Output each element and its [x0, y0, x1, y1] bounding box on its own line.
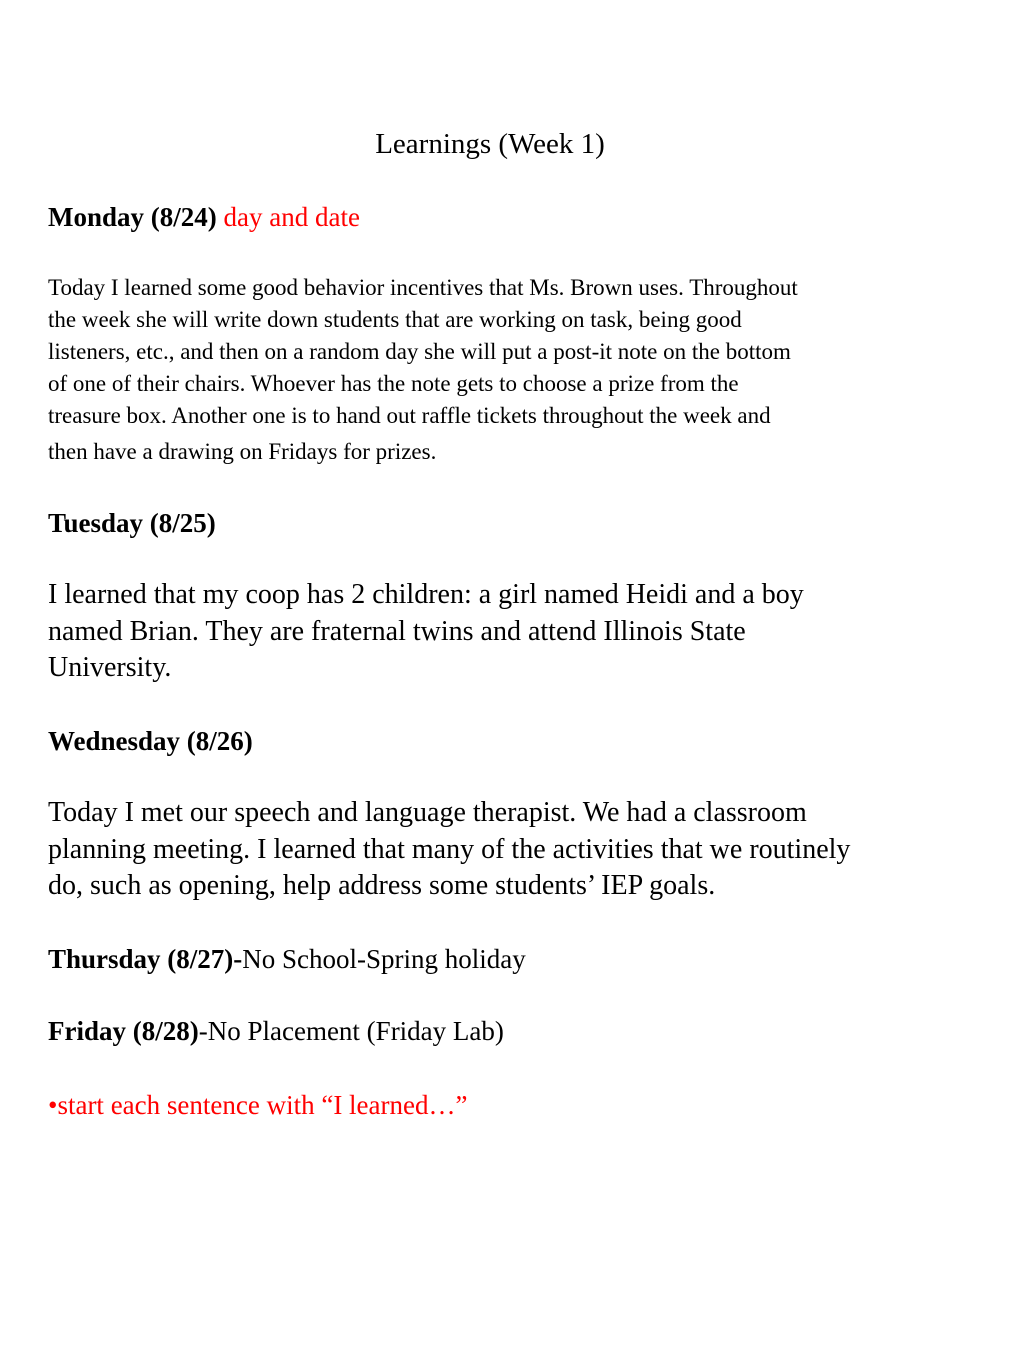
- monday-line: listeners, etc., and then on a random day she will put a post-it note on the bottom: [48, 339, 791, 364]
- monday-line: the week she will write down students that are working on task, being good: [48, 307, 742, 332]
- thursday-text: No School-Spring holiday: [242, 944, 526, 974]
- monday-heading: Monday (8/24): [48, 202, 217, 232]
- tuesday-line: named Brian. They are fraternal twins and attend Illinois State: [48, 615, 746, 647]
- tuesday-line: I learned that my coop has 2 children: a girl named Heidi and a boy: [48, 579, 804, 610]
- monday-line: treasure box. Another one is to hand out raffle tickets throughout the week and: [48, 403, 771, 428]
- monday-heading-row: [48, 200, 948, 234]
- monday-paragraph: [48, 272, 948, 468]
- wednesday-line: Today I met our speech and language therapist. We had a classroom: [48, 797, 807, 828]
- wednesday-line: planning meeting. I learned that many of the activities that we routinely: [48, 833, 851, 865]
- reminder-note: •start each sentence with “I learned…”: [48, 1090, 468, 1120]
- monday-line: then have a drawing on Fridays for prizes.: [48, 439, 437, 464]
- tuesday-paragraph: [48, 577, 948, 687]
- friday-text: -No Placement (Friday Lab): [198, 1016, 504, 1046]
- monday-line: of one of their chairs. Whoever has the note gets to choose a prize from the: [48, 371, 739, 396]
- wednesday-paragraph: [48, 795, 948, 905]
- page-title: Learnings (Week 1): [375, 128, 605, 160]
- tuesday-line: University.: [48, 652, 172, 683]
- thursday-heading: Thursday (8/27)-: [48, 944, 243, 974]
- monday-note: day and date: [223, 202, 360, 232]
- wednesday-heading: Wednesday (8/26): [48, 726, 253, 756]
- friday-heading: Friday (8/28): [48, 1016, 199, 1046]
- friday-row: [48, 1014, 948, 1048]
- monday-line: Today I learned some good behavior incentives that Ms. Brown uses. Throughout: [48, 275, 798, 300]
- tuesday-heading: Tuesday (8/25): [48, 508, 216, 538]
- thursday-row: [48, 942, 948, 976]
- wednesday-line: do, such as opening, help address some students’ IEP goals.: [48, 870, 716, 901]
